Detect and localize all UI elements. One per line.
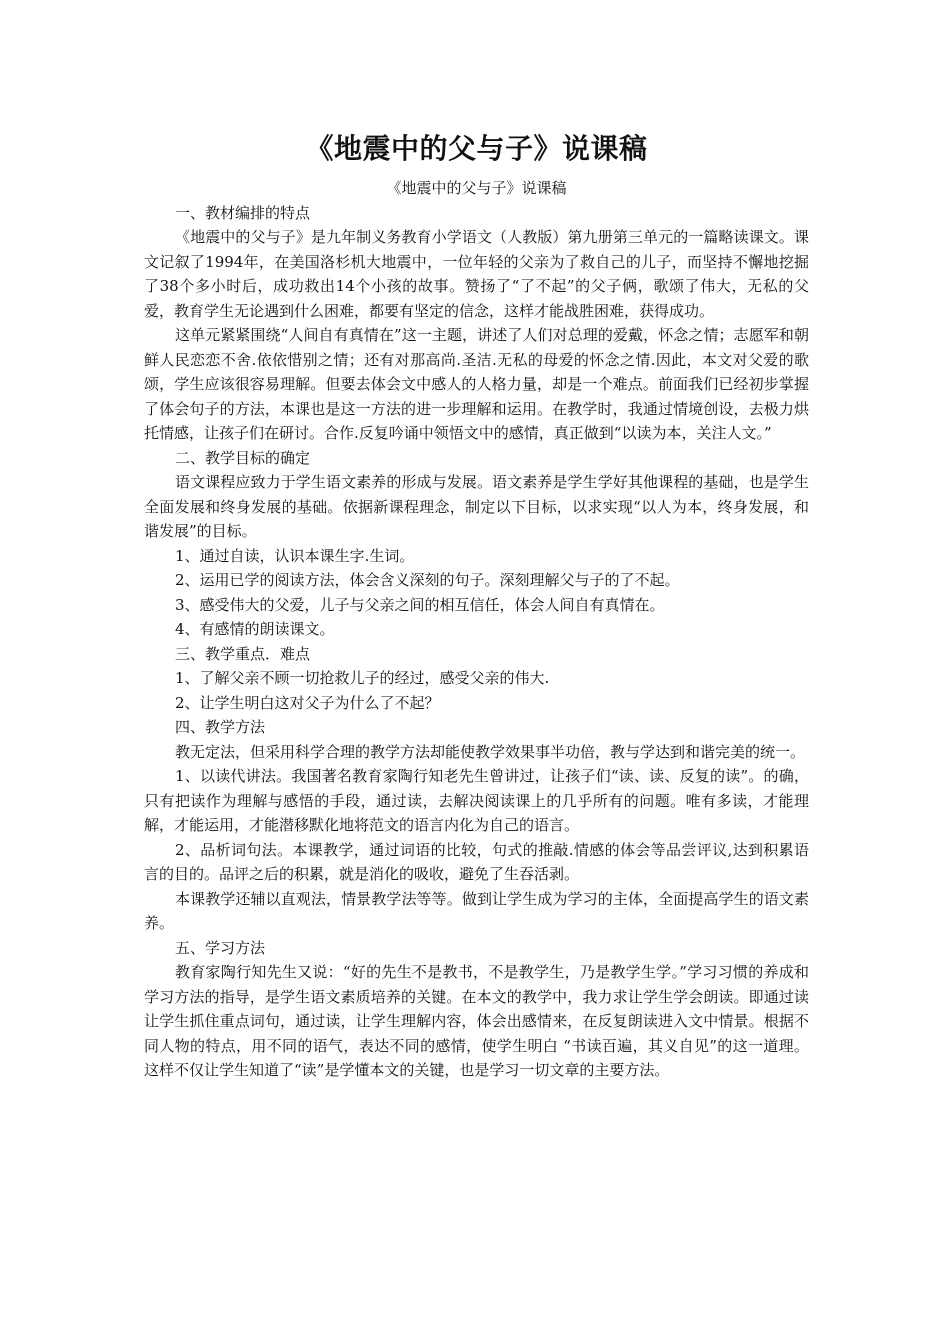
document-title: 《地震中的父与子》说课稿 [305,132,648,165]
list-item: 4、有感情的朗读课文。 [175,620,335,638]
paragraph: 1、以读代讲法。我国著名教育家陶行知老先生曾讲过，让孩子们“读、读、反复的读”。的确，只有把读作为理解与感悟的手段，通过读，去解决阅读课上的几乎所有的问题。唯有多读，才能理解，才能运用，才能潜移默化地将范文的语言内化为自己的语言。 [144,767,809,834]
section-heading-2: 二、教学目标的确定 [175,448,311,467]
paragraph: 2、品析词句法。本课教学，通过词语的比较，句式的推敲.情感的体会等品尝评议,达到积累语言的目的。品评之后的积累，就是消化的吸收，避免了生吞活剥。 [144,840,809,883]
paragraph: 教无定法，但采用科学合理的教学方法却能使教学效果事半功倍，教与学达到和谐完美的统一。 [175,742,806,761]
list-item: 1、通过自读，认识本课生字.生词。 [175,546,415,565]
paragraph: 这单元紧紧围绕“人间自有真情在”这一主题，讲述了人们对总理的爱戴，怀念之情；志愿军和朝鲜人民恋恋不舍.依依惜别之情；还有对那高尚.圣洁.无私的母爱的怀念之情.因此，本文对父爱的歌颂，学生应该很容易理解。但要去体会文中感人的人格力量，却是一个难点。前面我们已经初步掌握了体会句子的方法，本课也是这一方法的进一步理解和运用。在教学时，我通过情境创设，去极力烘托情感，让孩子们在研讨。合作.反复吟诵中领悟文中的感情，真正做到“以读为本，关注人文。” [144,326,809,442]
section-heading-5: 五、学习方法 [175,938,266,957]
paragraph: 语文课程应致力于学生语文素养的形成与发展。语文素养是学生学好其他课程的基础，也是学生全面发展和终身发展的基础。依据新课程理念，制定以下目标，以求实现“以人为本，终身发展，和谐发展”的目标。 [144,473,809,540]
paragraph: 教育家陶行知先生又说：“好的先生不是教书，不是教学生，乃是教学生学。”学习习惯的养成和学习方法的指导，是学生语文素质培养的关键。在本文的教学中，我力求让学生学会朗读。即通过读让学生抓住重点词句，通过读，让学生理解内容，体会出感情来，在反复朗读进入文中情景。根据不同人物的特点，用不同的语气，表达不同的感情，使学生明白 “书读百遍，其义自见”的这一道理。这样不仅让学生知道了“读”是学懂本文的关键，也是学习一切文章的主要方法。 [144,963,809,1079]
document-page [144,126,809,1083]
paragraph: 《地震中的父与子》是九年制义务教育小学语文（人教版）第九册第三单元的一篇略读课文。课文记叙了1994年，在美国洛杉机大地震中，一位年轻的父亲为了救自己的儿子，而坚持不懈地挖掘了38个多小时后，成功救出14个小孩的故事。赞扬了“了不起”的父子俩，歌颂了伟大，无私的父爱，教育学生无论遇到什么困难，都要有坚定的信念，这样才能战胜困难，获得成功。 [144,228,809,320]
list-item: 1、了解父亲不顾一切抢救儿子的经过，感受父亲的伟大. [175,669,550,687]
section-heading-1: 一、教材编排的特点 [175,203,311,222]
list-item: 2、让学生明白这对父子为什么了不起？ [175,693,440,712]
document-subtitle: 《地震中的父与子》说课稿 [386,179,567,197]
list-item: 3、感受伟大的父爱，儿子与父亲之间的相互信任，体会人间自有真情在。 [175,595,665,614]
paragraph: 本课教学还辅以直观法，情景教学法等等。做到让学生成为学习的主体，全面提高学生的语文素养。 [144,889,809,932]
section-heading-4: 四、教学方法 [175,718,266,736]
list-item: 2、运用已学的阅读方法，体会含义深刻的句子。深刻理解父与子的了不起。 [175,571,680,589]
section-heading-3: 三、教学重点．难点 [175,644,311,663]
